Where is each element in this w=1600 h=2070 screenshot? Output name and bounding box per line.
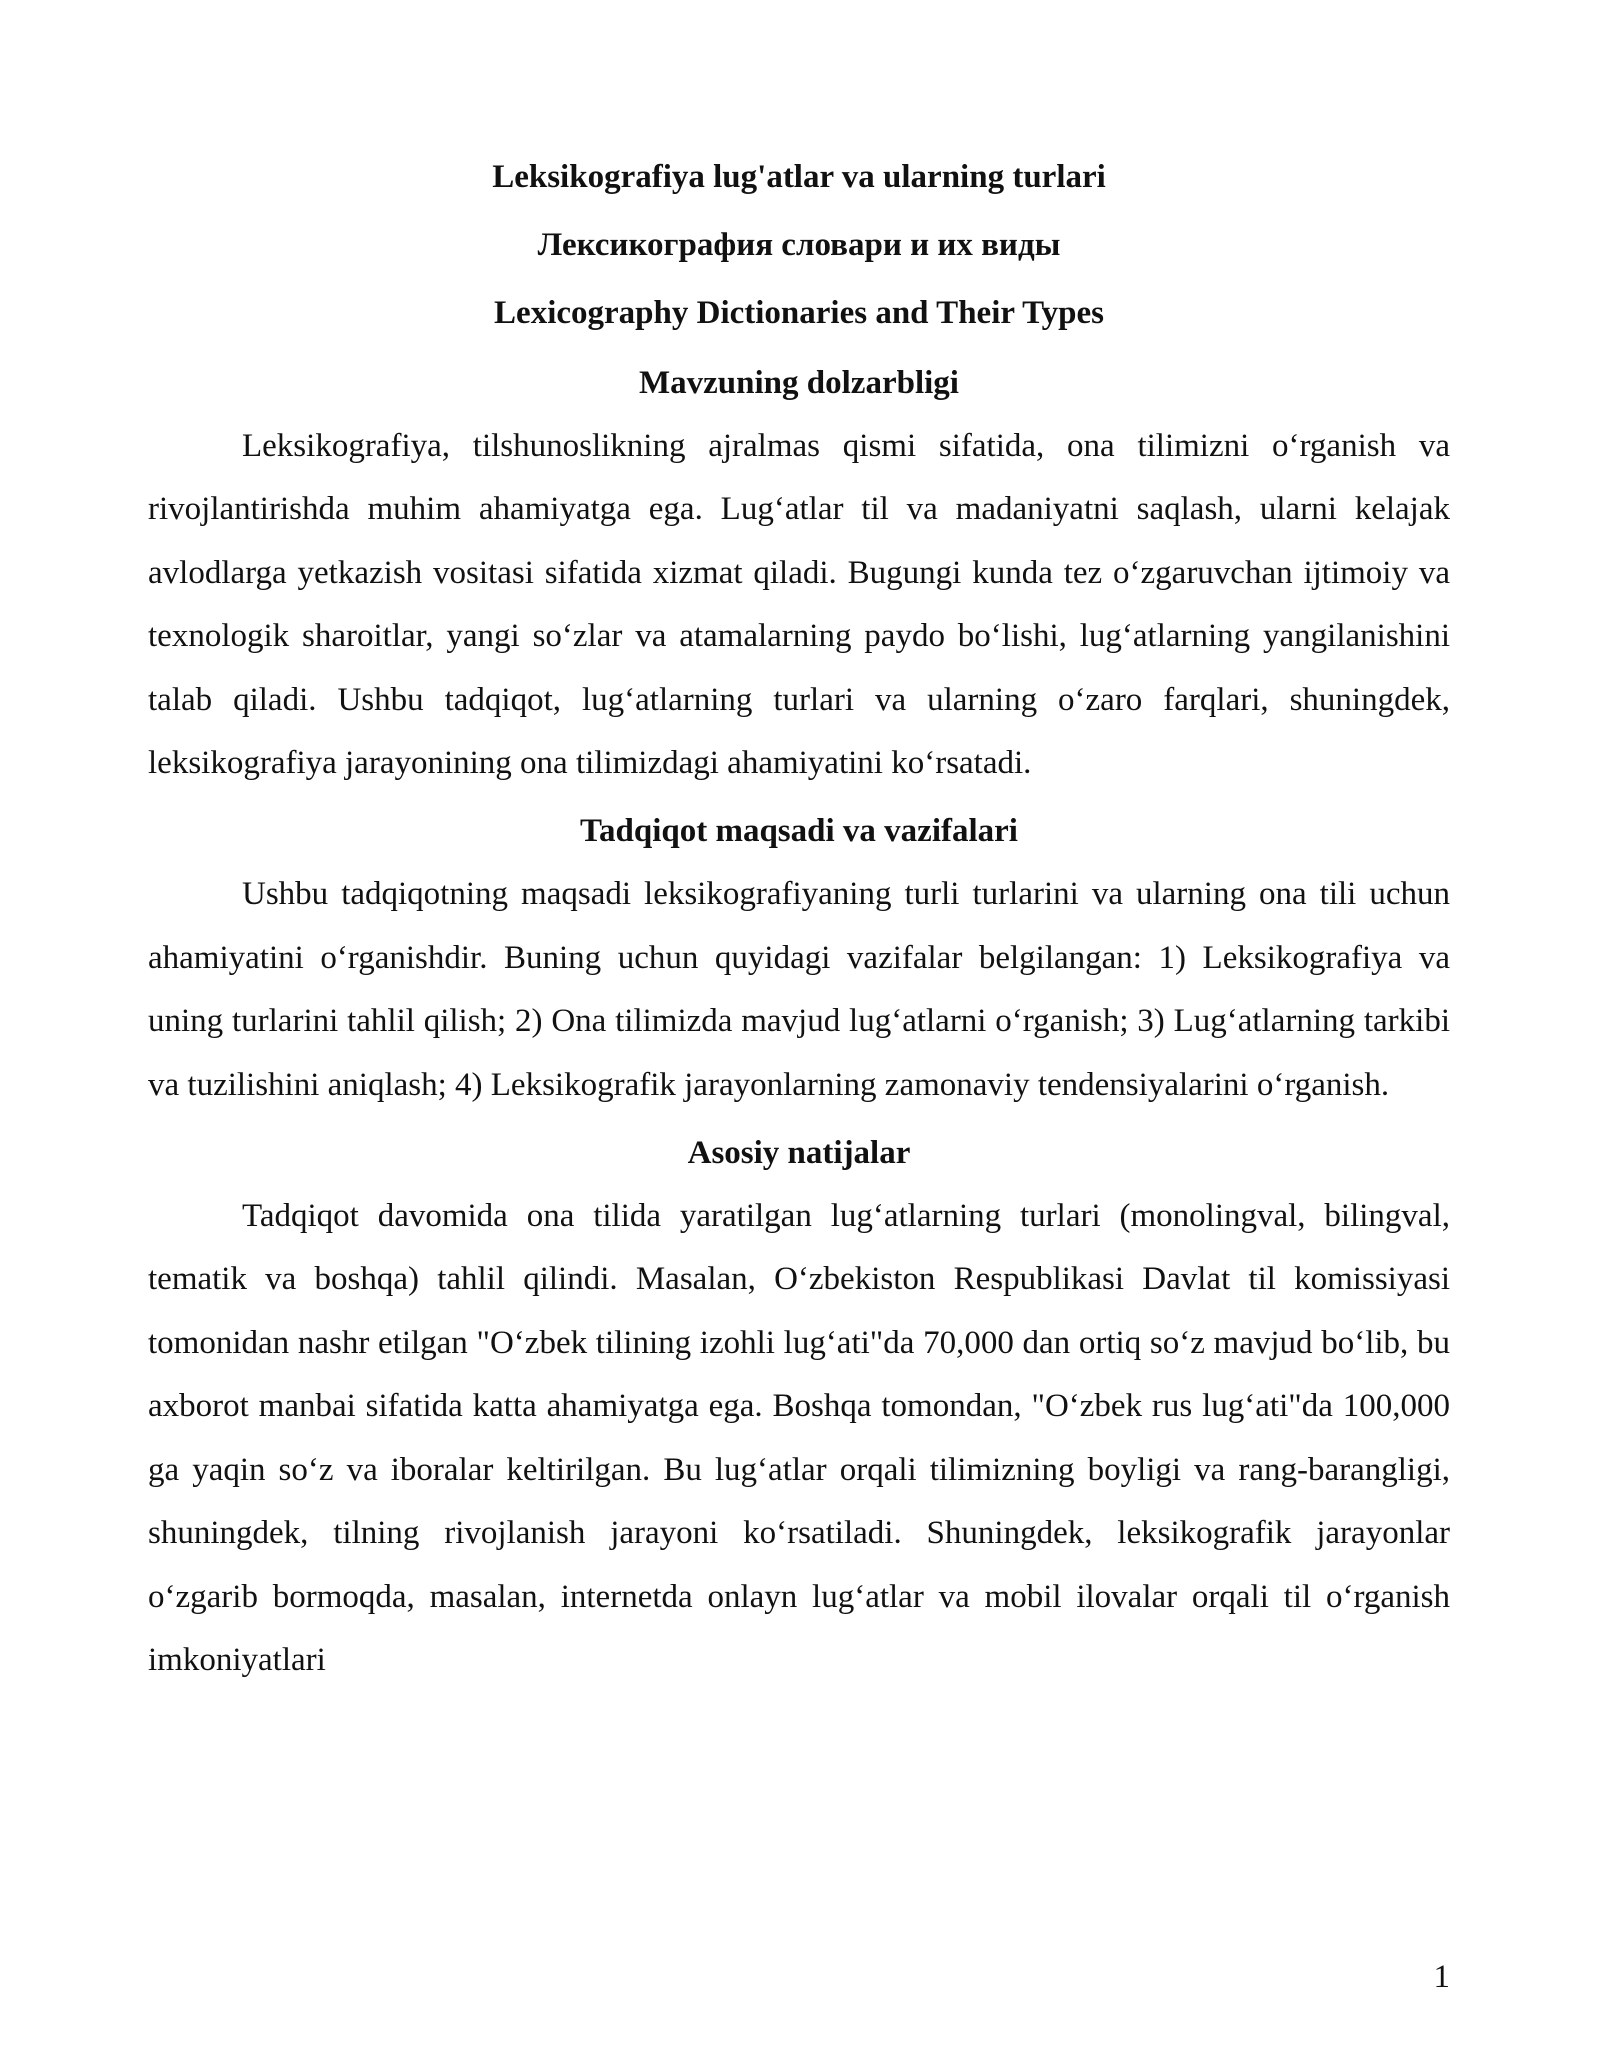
page-number: 1 bbox=[1433, 1959, 1450, 1995]
section-heading-goals: Tadqiqot maqsadi va vazifalari bbox=[580, 813, 1018, 850]
title-english: Lexicography Dictionaries and Their Types bbox=[494, 295, 1104, 331]
paragraph-relevance: Leksikografiya, tilshunoslikning ajralmas qismi sifatida, ona tilimizni o‘rganish va rivojlantirishda muhim ahamiyatga ega. Lug‘atlar til va madaniyatni saqlash, ularni kelajak avlodlarga yetkazish vositasi sifatida xizmat qiladi. Bugungi kunda tez o‘zgaruvchan ijtimoiy va texnologik sharoitlar, yangi so‘zlar va atamalarning paydo bo‘lishi, lug‘atlarning yangilanishini talab qiladi. Ushbu tadqiqot, lug‘atlarning turlari va ularning o‘zaro farqlari, shuningdek, leksikografiya jarayonining ona tilimizdagi ahamiyatini ko‘rsatadi. bbox=[148, 428, 1450, 782]
section-heading-relevance: Mavzuning dolzarbligi bbox=[639, 365, 959, 401]
title-uzbek: Leksikografiya lug'atlar va ularning turlari bbox=[492, 159, 1106, 195]
section-heading-results: Asosiy natijalar bbox=[687, 1135, 911, 1172]
document-body bbox=[148, 143, 1450, 1692]
title-russian: Лексикография словари и их виды bbox=[537, 227, 1061, 263]
paragraph-goals: Ushbu tadqiqotning maqsadi leksikografiyaning turli turlarini va ularning ona tili uchun ahamiyatini o‘rganishdir. Buning uchun quyidagi vazifalar belgilangan: 1) Leksikografiya va uning turlarini tahlil qilish; 2) Ona tilimizda mavjud lug‘atlarni o‘rganish; 3) Lug‘atlarning tarkibi va tuzilishini aniqlash; 4) Leksikografik jarayonlarning zamonaviy tendensiyalarini o‘rganish. bbox=[148, 876, 1450, 1103]
paragraph-results: Tadqiqot davomida ona tilida yaratilgan lug‘atlarning turlari (monolingval, bilingval, tematik va boshqa) tahlil qilindi. Masalan, O‘zbekiston Respublikasi Davlat til komissiyasi tomonidan nashr etilgan "O‘zbek tilining izohli lug‘ati"da 70,000 dan ortiq so‘z mavjud bo‘lib, bu axborot manbai sifatida katta ahamiyatga ega. Boshqa tomondan, "O‘zbek rus lug‘ati"da 100,000 ga yaqin so‘z va iboralar keltirilgan. Bu lug‘atlar orqali tilimizning boyligi va rang-barangligi, shuningdek, tilning rivojlanish jarayoni ko‘rsatiladi. Shuningdek, leksikografik jarayonlar o‘zgarib bormoqda, masalan, internetda onlayn lug‘atlar va mobil ilovalar orqali til o‘rganish imkoniyatlari bbox=[148, 1198, 1450, 1678]
